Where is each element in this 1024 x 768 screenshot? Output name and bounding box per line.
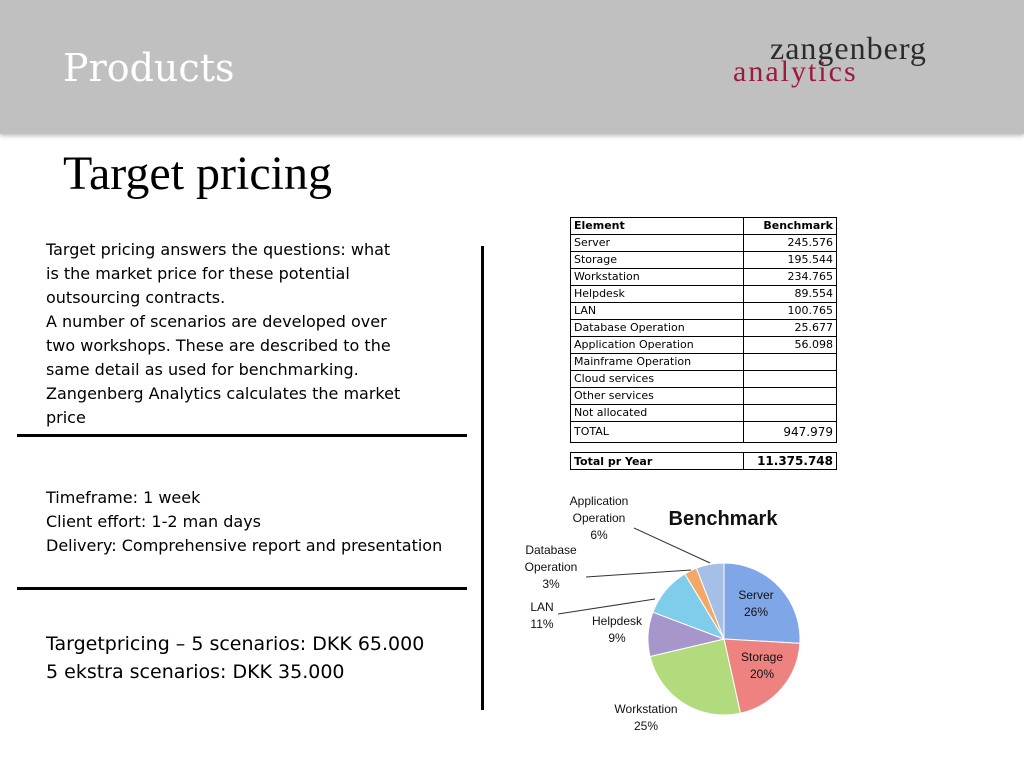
table-row [571, 354, 837, 371]
table-cell-element: Database Operation [571, 320, 744, 337]
intro-line: is the market price for these potential [46, 264, 350, 283]
pie-label-server: Server 26% [738, 588, 774, 619]
details-line: Timeframe: 1 week [46, 488, 201, 507]
table-row [571, 337, 837, 354]
logo-line-zangenberg: zangenberg [770, 30, 927, 66]
table-cell-benchmark: 195.544 [744, 252, 837, 269]
pie-label-database-operation: Database Operation 3% [524, 543, 578, 591]
divider-horizontal-2 [17, 587, 467, 590]
table-row [571, 371, 837, 388]
chart-title: Benchmark [668, 508, 778, 530]
total-per-year-row [571, 453, 837, 470]
table-cell-benchmark: 56.098 [744, 337, 837, 354]
table-cell-element: Cloud services [571, 371, 744, 388]
table-cell-element: Storage [571, 252, 744, 269]
table-cell-benchmark [744, 354, 837, 371]
table-cell-benchmark [744, 371, 837, 388]
table-cell-element: Workstation [571, 269, 744, 286]
table-cell-element: Other services [571, 388, 744, 405]
total-per-year-label: Total pr Year [571, 453, 744, 470]
details-line: Client effort: 1-2 man days [46, 512, 261, 531]
total-per-year-table [570, 452, 837, 470]
details-text [46, 486, 476, 558]
pricing-text [46, 630, 476, 686]
table-header-element: Element [571, 218, 744, 235]
intro-text [46, 238, 406, 430]
table-cell-element: Helpdesk [571, 286, 744, 303]
pie-label-storage: Storage 20% [740, 650, 784, 681]
intro-line: Zangenberg Analytics calculates the market [46, 384, 401, 403]
intro-line: outsourcing contracts. [46, 288, 226, 307]
logo-line-analytics: analytics [733, 55, 858, 88]
table-cell-element: Application Operation [571, 337, 744, 354]
header-title: Products [63, 46, 235, 90]
table-row [571, 235, 837, 252]
page-title: Target pricing [63, 147, 332, 200]
table-cell-benchmark: 89.554 [744, 286, 837, 303]
pie-leader-line [586, 570, 691, 577]
total-per-year-value: 11.375.748 [744, 453, 837, 470]
pie-label-helpdesk: Helpdesk 9% [591, 614, 643, 645]
table-cell-benchmark: 234.765 [744, 269, 837, 286]
table-total-row [571, 422, 837, 443]
pricing-line: Targetpricing – 5 scenarios: DKK 65.000 [46, 633, 425, 655]
pricing-line: 5 ekstra scenarios: DKK 35.000 [46, 661, 345, 683]
table-row [571, 388, 837, 405]
pie-label-application-operation: Application Operation 6% [569, 495, 629, 542]
benchmark-pie-chart [510, 495, 830, 745]
total-label: TOTAL [571, 422, 744, 443]
table-row [571, 269, 837, 286]
table-cell-benchmark [744, 388, 837, 405]
intro-line: A number of scenarios are developed over [46, 312, 387, 331]
table-cell-benchmark: 25.677 [744, 320, 837, 337]
table-row [571, 405, 837, 422]
intro-line: price [46, 408, 86, 427]
pie-label-lan: LAN 11% [530, 600, 554, 631]
pie-leader-line [634, 528, 710, 563]
table-cell-benchmark: 100.765 [744, 303, 837, 320]
divider-horizontal-1 [17, 434, 467, 437]
table-row [571, 286, 837, 303]
table-cell-benchmark: 245.576 [744, 235, 837, 252]
table-cell-element: Server [571, 235, 744, 252]
benchmark-table [570, 217, 837, 443]
table-row [571, 320, 837, 337]
pie-slice-server [724, 563, 800, 643]
intro-line: Target pricing answers the questions: what [46, 240, 391, 259]
table-header-benchmark: Benchmark [744, 218, 837, 235]
table-cell-benchmark [744, 405, 837, 422]
pie-label-workstation: Workstation 25% [614, 702, 678, 733]
header-bar [0, 0, 1024, 134]
intro-line: same detail as used for benchmarking. [46, 360, 359, 379]
table-header-row [571, 218, 837, 235]
total-value: 947.979 [744, 422, 837, 443]
table-row [571, 252, 837, 269]
table-cell-element: Mainframe Operation [571, 354, 744, 371]
details-line: Delivery: Comprehensive report and presentation [46, 536, 443, 555]
table-cell-element: Not allocated [571, 405, 744, 422]
divider-vertical [481, 246, 484, 710]
intro-line: two workshops. These are described to the [46, 336, 391, 355]
table-row [571, 303, 837, 320]
pie-leader-line [558, 599, 655, 614]
table-cell-element: LAN [571, 303, 744, 320]
